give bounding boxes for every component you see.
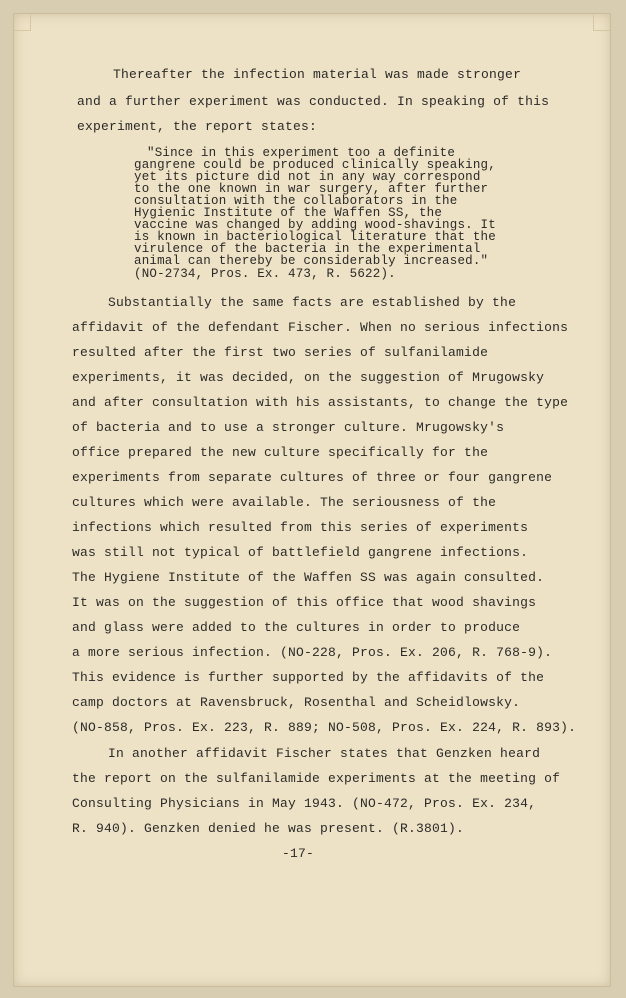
quote-line: gangrene could be produced clinically speaking,: [134, 158, 496, 172]
quote-line: animal can thereby be considerably increased.": [134, 254, 489, 268]
text-line: office prepared the new culture specifically for the: [72, 445, 489, 460]
text-line: In another affidavit Fischer states that Genzken heard: [108, 746, 541, 761]
quote-line: yet its picture did not in any way correspond: [134, 170, 481, 184]
text-line: It was on the suggestion of this office that wood shavings: [72, 595, 537, 610]
text-line: and after consultation with his assistants, to change the type: [72, 395, 569, 410]
text-line: resulted after the first two series of sulfanilamide: [72, 345, 489, 360]
quote-line: consultation with the collaborators in the: [134, 194, 458, 208]
text-line: cultures which were available. The seriousness of the: [72, 495, 497, 510]
quote-line: Hygienic Institute of the Waffen SS, the: [134, 206, 443, 220]
text-line: R. 940). Genzken denied he was present. (R.3801).: [72, 821, 465, 836]
document-page: [14, 14, 610, 986]
text-line: This evidence is further supported by the affidavits of the: [72, 670, 545, 685]
text-line: affidavit of the defendant Fischer. When no serious infections: [72, 320, 569, 335]
text-line: The Hygiene Institute of the Waffen SS was again consulted.: [72, 570, 545, 585]
quote-line: to the one known in war surgery, after further: [134, 182, 489, 196]
quote-line: is known in bacteriological literature that the: [134, 230, 496, 244]
quote-line: vaccine was changed by adding wood-shavings. It: [134, 218, 496, 232]
text-line: experiments from separate cultures of three or four gangrene: [72, 470, 553, 485]
text-line: (NO-858, Pros. Ex. 223, R. 889; NO-508, Pros. Ex. 224, R. 893).: [72, 720, 577, 735]
text-line: was still not typical of battlefield gangrene infections.: [72, 545, 529, 560]
text-line: of bacteria and to use a stronger culture. Mrugowsky's: [72, 420, 505, 435]
page-corner-mark: [593, 14, 610, 31]
text-line: experiment, the report states:: [77, 119, 318, 134]
text-line: and glass were added to the cultures in order to produce: [72, 620, 521, 635]
page-corner-mark: [14, 14, 31, 31]
quote-line: virulence of the bacteria in the experimental: [134, 242, 481, 256]
text-line: Substantially the same facts are established by the: [108, 295, 517, 310]
text-line: Consulting Physicians in May 1943. (NO-472, Pros. Ex. 234,: [72, 796, 537, 811]
text-line: a more serious infection. (NO-228, Pros. Ex. 206, R. 768-9).: [72, 645, 553, 660]
text-line: Thereafter the infection material was made stronger: [113, 67, 522, 82]
text-line: and a further experiment was conducted. In speaking of this: [77, 94, 550, 109]
text-line: experiments, it was decided, on the suggestion of Mrugowsky: [72, 370, 545, 385]
quote-line: (NO-2734, Pros. Ex. 473, R. 5622).: [134, 267, 396, 281]
quote-line: "Since in this experiment too a definite: [147, 146, 456, 160]
text-line: the report on the sulfanilamide experiments at the meeting of: [72, 771, 561, 786]
page-number: -17-: [282, 846, 315, 861]
text-line: infections which resulted from this series of experiments: [72, 520, 529, 535]
text-line: camp doctors at Ravensbruck, Rosenthal and Scheidlowsky.: [72, 695, 521, 710]
